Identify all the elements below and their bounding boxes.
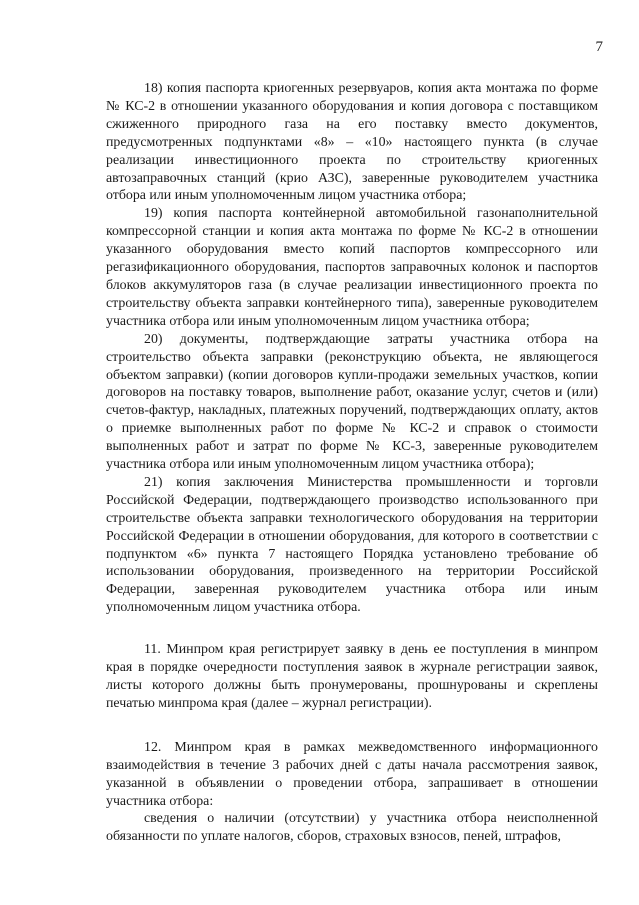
page-number: 7 [595,39,603,55]
document-body [106,80,598,846]
paragraph-section-11: 11. Минпром края регистрирует заявку в день ее поступления в минпром края в порядке очередности поступления заявок в журнале регистрации заявок, листы которого должны быть пронумерованы, прошнурованы и скреплены печатью минпрома края (далее – журнал регистрации). [106,642,598,711]
paragraph-item-19: 19) копия паспорта контейнерной автомобильной газонаполнительной компрессорной станции и копия акта монтажа по форме № КС-2 в отношении указанного оборудования вместо копий паспортов компрессорного или регазификационного оборудования, паспортов заправочных колонок и паспортов блоков аккумуляторов газа (в случае реализации инвестиционного проекта по строительству объекта заправки контейнерного типа), заверенные руководителем участника отбора или иным уполномоченным лицом участника отбора; [106,206,598,329]
paragraph-section-12: 12. Минпром края в рамках межведомственного информационного взаимодействия в течение 3 рабочих дней с даты начала рассмотрения заявок, указанной в объявлении о проведении отбора, запрашивает в отношении участника отбора: [106,739,598,809]
paragraph-item-18: 18) копия паспорта криогенных резервуаров, копия акта монтажа по форме № КС-2 в отношении указанного оборудования и копия договора с поставщиком сжиженного природного газа на его поставку вместо документов, предусмотренных подпунктами «8» – «10» настоящего пункта (в случае реализации инвестиционного проекта по строительству криогенных автозаправочных станций (крио АЗС), заверенные руководителем участника отбора или иным уполномоченным лицом участника отбора; [106,81,598,204]
paragraph-section-12-sub: сведения о наличии (отсутствии) у участника отбора неисполненной обязанности по уплате налогов, сборов, страховых взносов, пеней, штрафов, [106,811,598,845]
paragraph-item-20: 20) документы, подтверждающие затраты участника отбора на строительство объекта заправки (реконструкцию объекта, не являющегося объектом заправки) (копии договоров купли-продажи земельных участков, копии договоров на поставку товаров, выполнение работ, оказание услуг, счетов и (или) счетов-фактур, накладных, платежных поручений, подтверждающих оплату, актов о приемке выполненных работ по форме № КС-2 и справок о стоимости выполненных работ и затрат по форме № КС-3, заверенные руководителем участника отбора или иным уполномоченным лицом участника отбора); [106,331,598,473]
paragraph-item-21: 21) копия заключения Министерства промышленности и торговли Российской Федерации, подтверждающего производство использованного при строительстве объекта заправки технологического оборудования на территории Российской Федерации в отношении оборудования, для которого в соответствии с подпунктом «6» пункта 7 настоящего Порядка установлено требование об использовании оборудования, произведенного на территории Российской Федерации, заверенная руководителем участника отбора или иным уполномоченным лицом участника отбора. [106,474,598,616]
